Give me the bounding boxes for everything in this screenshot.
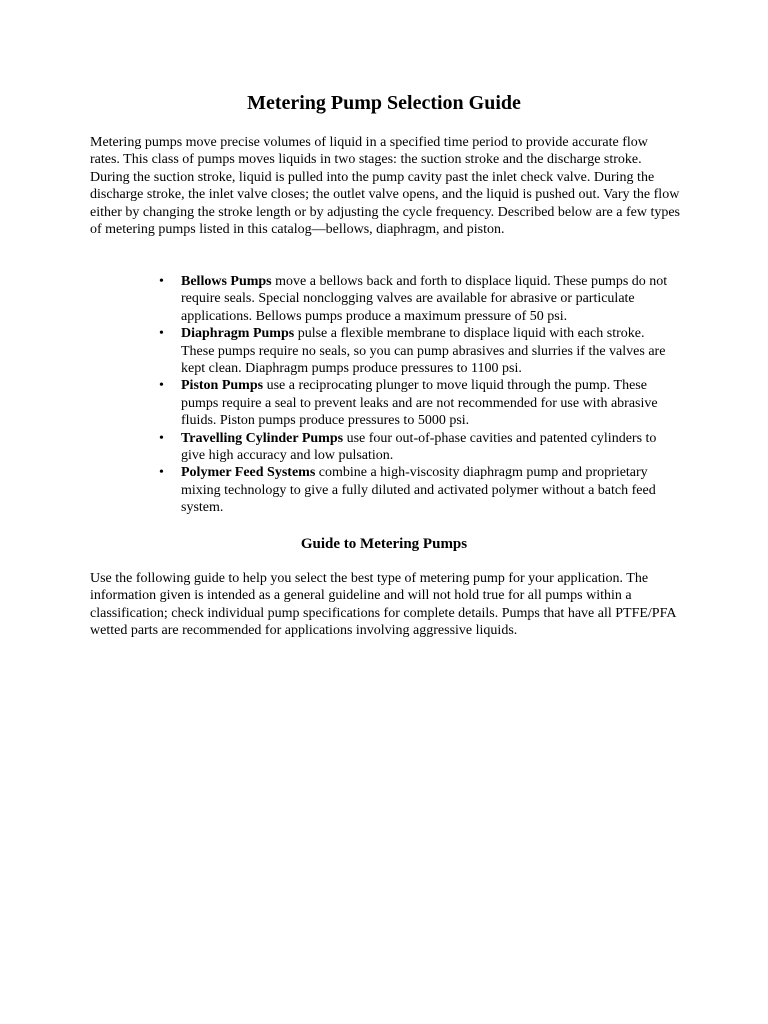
list-item [159,464,681,516]
bullet-icon: • [159,465,164,481]
pump-type-name: Diaphragm Pumps [181,326,295,342]
intro-paragraph: Metering pumps move precise volumes of liquid in a specified time period to provide accurate flow rates. This class of pumps moves liquids in two stages: the suction stroke and the discharge stroke. During the suction stroke, liquid is pulled into the pump cavity past the inlet check valve. During the discharge stroke, the inlet valve closes; the outlet valve opens, and the liquid is pushed out. Vary the flow either by changing the stroke length or by adjusting the cycle frequency. Described below are a few types of metering pumps listed in this catalog—bellows, diaphragm, and piston. [90,135,680,238]
list-item [159,273,681,325]
section-heading: Guide to Metering Pumps [300,536,468,552]
pump-type-description: use a reciprocating plunger to move liquid through the pump. These pumps require a seal to prevent leaks and are not recommended for use with abrasive fluids. Piston pumps produce pressures to 5000 psi. [181,378,658,429]
pump-type-description: use four out-of-phase cavities and patented cylinders to give high accuracy and low pulsation. [181,430,657,464]
pump-type-description: pulse a flexible membrane to displace liquid with each stroke. These pumps require no seals, so you can pump abrasives and slurries if the valves are kept clean. Diaphragm pumps produce pressures to 1100 psi. [181,326,666,377]
list-item [159,377,681,429]
guide-paragraph: Use the following guide to help you select the best type of metering pump for your application. The information given is intended as a general guideline and will not hold true for all pumps within a classification; check individual pump specifications for complete details. Pumps that have all PTFE/PFA wetted parts are recommended for applications involving aggressive liquids. [90,571,676,639]
bullet-icon: • [159,326,164,342]
bullet-icon: • [159,274,164,289]
pump-type-description: move a bellows back and forth to displace liquid. These pumps do not require seals. Special nonclogging valves are available for abrasive or particulate applications. Bellows pumps produce a maximum pressure of 50 psi. [181,274,668,324]
pump-type-description: combine a high-viscosity diaphragm pump and proprietary mixing technology to give a fully diluted and activated polymer without a batch feed system. [181,465,656,516]
pump-type-name: Polymer Feed Systems [181,465,316,481]
page-title: Metering Pump Selection Guide [247,92,521,114]
pump-type-name: Travelling Cylinder Pumps [181,430,344,446]
pump-types-list [159,273,681,517]
pump-type-name: Bellows Pumps [181,274,272,289]
list-item [159,430,681,465]
bullet-icon: • [159,430,164,446]
bullet-icon: • [159,378,164,394]
list-item [159,325,681,377]
pump-type-name: Piston Pumps [181,378,264,394]
